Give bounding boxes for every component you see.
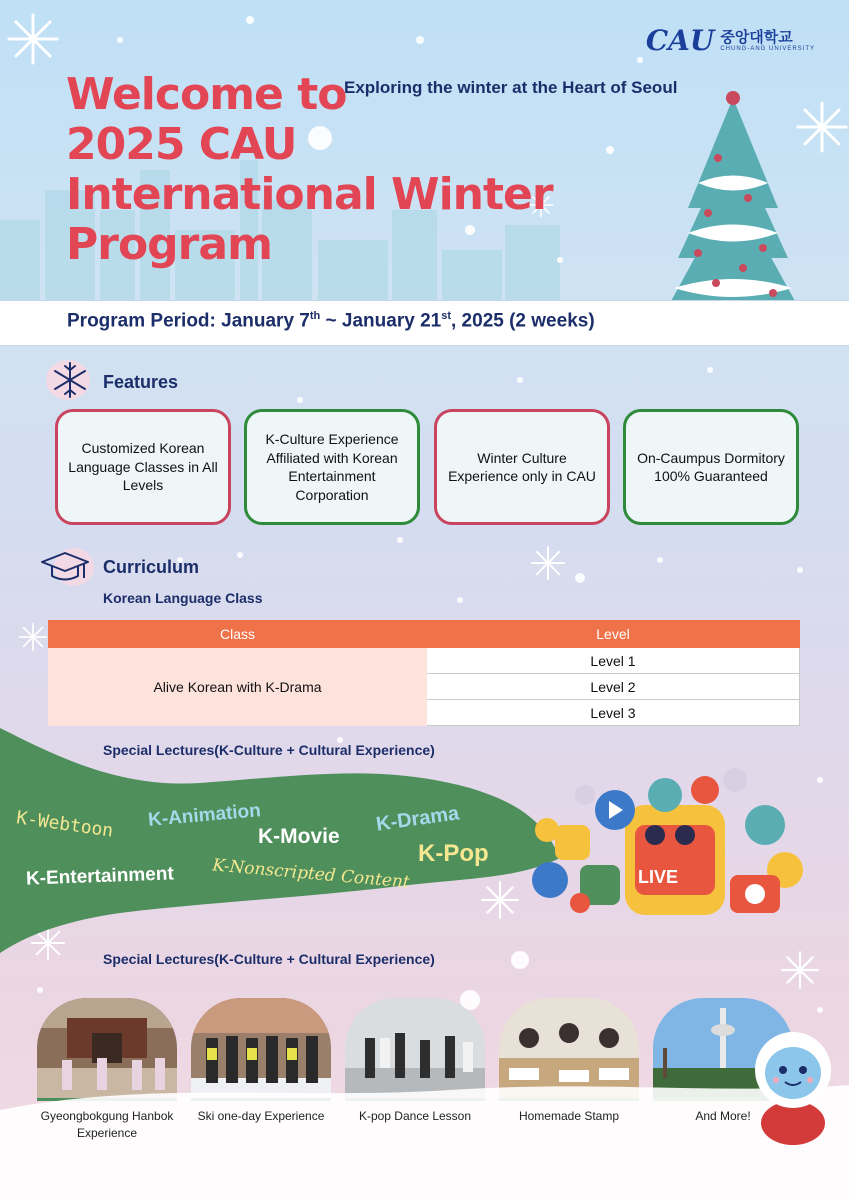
curriculum-heading: Curriculum xyxy=(103,557,200,577)
special-lectures-heading: Special Lectures(K-Culture + Cultural Experience) xyxy=(103,742,435,758)
special-lectures-heading: Special Lectures(K-Culture + Cultural Experience) xyxy=(103,951,435,967)
class-cell: Alive Korean with K-Drama xyxy=(49,648,427,726)
experience-caption: And More! xyxy=(695,1109,751,1123)
level-cell: Level 3 xyxy=(427,700,800,726)
period-text: , 2025 (2 weeks) xyxy=(451,310,595,332)
keyword-text: K-Movie xyxy=(258,825,340,848)
title-line: Welcome to xyxy=(66,69,347,120)
media-live-illustration xyxy=(525,755,810,925)
experience-caption: Ski one-day Experience xyxy=(197,1109,325,1123)
keyword-text: K-Animation xyxy=(147,800,262,831)
feature-card xyxy=(434,409,610,525)
feature-card xyxy=(623,409,799,525)
feature-text: Customized Korean Language Classes in All Levels xyxy=(68,440,218,494)
keyword-text: K-Pop xyxy=(418,840,489,867)
main-title xyxy=(66,70,586,270)
program-period xyxy=(67,310,595,332)
features-heading: Features xyxy=(103,372,179,392)
table-header: Level xyxy=(427,621,800,648)
feature-text: K-Culture Experience Affiliated with Korean Entertainment Corporation xyxy=(265,431,399,503)
period-sup: st xyxy=(441,310,451,322)
feature-text: On-Caumpus Dormitory 100% Guaranteed xyxy=(637,449,785,484)
feature-card xyxy=(244,409,420,525)
logo-korean: 중앙대학교 xyxy=(720,28,793,46)
table-header: Class xyxy=(49,621,427,648)
table-header-row xyxy=(49,621,800,648)
keyword-text: K-Entertainment xyxy=(25,863,175,890)
period-text: Program Period: January 7 xyxy=(67,310,310,332)
subtitle: Exploring the winter at the Heart of Seoul xyxy=(344,78,678,97)
live-label: LIVE xyxy=(638,867,679,887)
keyword-text: K-Nonscripted Content xyxy=(211,855,411,893)
experience-caption: K-pop Dance Lesson xyxy=(358,1109,472,1123)
period-text: ~ January 21 xyxy=(320,310,442,332)
title-line: International Winter xyxy=(66,169,553,220)
feature-card xyxy=(55,409,231,525)
snowflake-icon xyxy=(50,360,90,400)
experience-caption: Gyeongbokgung Hanbok Experience xyxy=(40,1109,174,1140)
cau-logo xyxy=(646,24,815,57)
logo-mark: CAU xyxy=(645,24,715,57)
title-line: Program xyxy=(66,219,272,270)
period-sup: th xyxy=(309,310,321,322)
table-row xyxy=(49,648,800,674)
graduation-cap-icon xyxy=(40,550,90,586)
level-cell: Level 1 xyxy=(427,648,800,674)
experience-caption: Homemade Stamp xyxy=(518,1109,620,1123)
logo-english: CHUNG-ANG UNIVERSITY xyxy=(720,45,815,52)
feature-text: Winter Culture Experience only in CAU xyxy=(448,449,596,484)
korean-class-heading: Korean Language Class xyxy=(103,590,263,606)
level-cell: Level 2 xyxy=(427,674,800,700)
mascot-illustration xyxy=(752,1018,834,1148)
title-line: 2025 CAU xyxy=(66,119,297,170)
keyword-text: K-Webtoon xyxy=(15,807,115,842)
class-table xyxy=(48,620,800,726)
keyword-text: K-Drama xyxy=(374,802,461,836)
